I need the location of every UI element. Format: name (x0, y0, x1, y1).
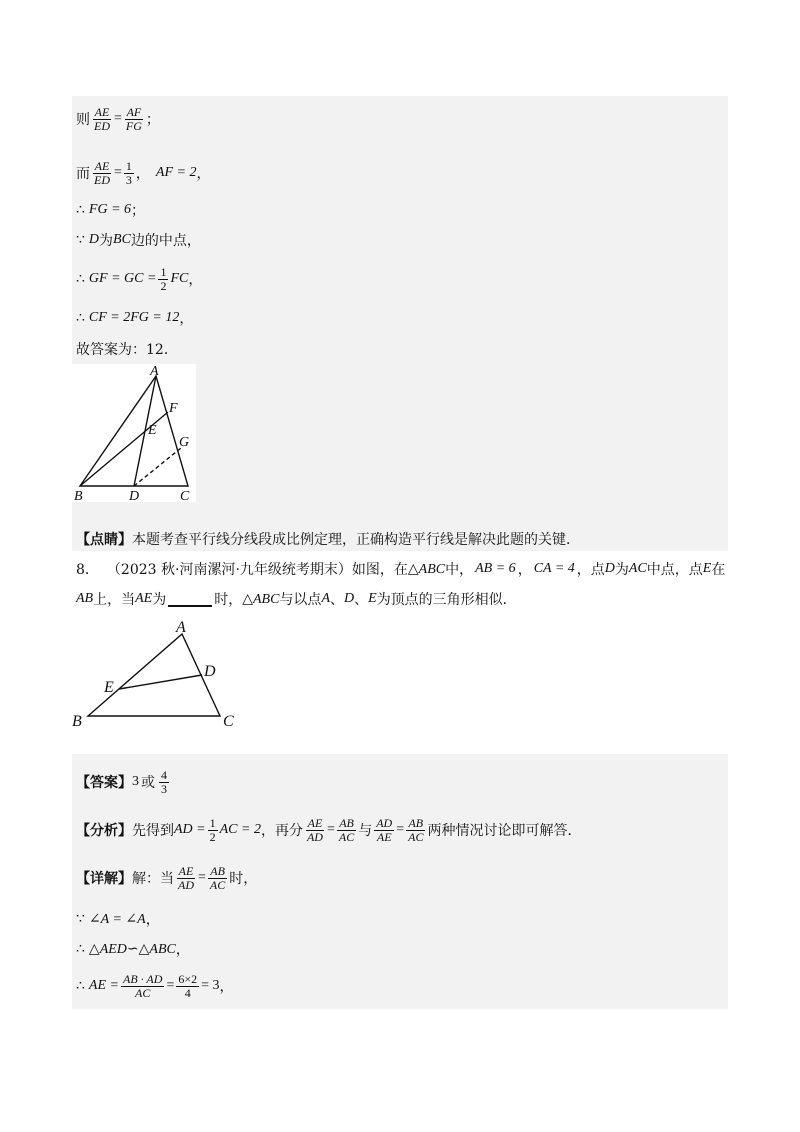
label-c: C (223, 713, 234, 730)
denominator: AC (338, 829, 355, 844)
comment-tag: 【点睛】 (76, 532, 132, 548)
label-b: B (74, 489, 83, 502)
punct: 、 (330, 592, 344, 608)
punct: ； (145, 112, 160, 128)
numerator: AE (94, 158, 110, 173)
text: 则 (76, 112, 90, 128)
equals: = (326, 822, 335, 837)
formula: AE = (88, 978, 119, 993)
text: 时， (229, 871, 258, 887)
punct: ， (219, 979, 234, 995)
numerator: 4 (161, 767, 167, 782)
fraction (124, 160, 134, 187)
text: 或 (141, 775, 155, 791)
line-answer (76, 336, 178, 362)
fraction (337, 817, 356, 844)
line-fg (76, 197, 145, 223)
segment-label: AB (76, 591, 94, 606)
point-label: E (368, 591, 377, 606)
comment-text: 本题考查平行线分线段成比例定理，正确构造平行线是解决此题的关键． (132, 532, 580, 548)
fraction (374, 817, 394, 844)
label-b: B (72, 713, 82, 730)
line-analysis (76, 814, 581, 846)
numerator: 6×2 (178, 971, 198, 986)
fraction (124, 106, 144, 133)
denominator: AD (306, 829, 323, 844)
numerator: AE (307, 815, 323, 830)
numerator: AB (408, 815, 424, 830)
denominator: AC (408, 829, 424, 844)
label-d: D (129, 489, 140, 502)
numerator: 1 (125, 158, 132, 173)
point-label: D (88, 232, 100, 247)
denominator: 3 (161, 781, 167, 796)
denominator: 4 (184, 985, 191, 1000)
therefore-symbol: ∴ (76, 978, 85, 994)
line-comment (76, 526, 580, 552)
denominator: ED (94, 118, 110, 133)
formula: = 3 (201, 978, 220, 993)
answer-tag: 【答案】 (76, 775, 132, 791)
q8-line-2 (76, 586, 517, 612)
formula: GF = GC = (88, 271, 157, 286)
label-a: A (150, 364, 159, 379)
numerator: AE (178, 863, 194, 878)
denominator: AE (376, 829, 392, 844)
line-angle (76, 906, 160, 932)
question-text: 时， (214, 592, 243, 608)
denominator: AC (209, 877, 226, 892)
text: 边的中点， (130, 233, 201, 249)
denominator: 2 (160, 278, 167, 293)
equals: = (198, 870, 206, 885)
formula: AB = 6 (475, 561, 516, 576)
line-detail (76, 862, 257, 894)
line-given (76, 160, 210, 186)
numerator: AB · AD (122, 971, 163, 986)
point-label: D (344, 591, 355, 606)
segment-label: BC (113, 232, 131, 247)
line-answer-8 (76, 766, 171, 798)
denominator: 3 (125, 172, 132, 187)
text: 先得到 (132, 823, 174, 839)
denominator: FG (125, 118, 142, 133)
segment-label: AE (135, 591, 153, 606)
numerator: AB (339, 815, 354, 830)
label-g: G (179, 435, 190, 450)
triangle-figure-1 (72, 364, 196, 502)
fraction (208, 817, 218, 844)
line-gf (76, 266, 202, 292)
detail-tag: 【详解】 (76, 871, 132, 887)
formula: △AED∽△ABC (88, 941, 176, 957)
fraction (92, 106, 112, 133)
formula: FC (170, 271, 189, 286)
text: 而 (76, 166, 90, 182)
punct: ， (135, 166, 150, 182)
question-number: 8． (76, 562, 99, 578)
answer-text: 故答案为：12． (76, 342, 178, 358)
line-similar (76, 936, 190, 962)
question-text: ，点 (576, 562, 605, 578)
fraction (158, 266, 168, 293)
numerator: AB (210, 863, 225, 878)
formula: AF = 2 (155, 165, 197, 180)
punct: ， (517, 562, 532, 578)
question-text: 为 (152, 592, 167, 608)
segment-label: AC (628, 561, 647, 576)
fraction (92, 160, 112, 187)
line-ratio (76, 106, 160, 132)
numerator: AE (94, 104, 110, 119)
question-text: 在 (711, 562, 726, 578)
label-e: E (104, 679, 114, 696)
fraction (406, 817, 425, 844)
text: 与 (358, 823, 373, 839)
question-text: （2023 秋·河南漯河·九年级统考期末）如图，在 (106, 562, 408, 578)
therefore-symbol: ∴ (76, 202, 85, 218)
denominator: ED (94, 172, 110, 187)
numerator: 1 (209, 815, 216, 830)
denominator: 2 (209, 829, 216, 844)
formula: △ABC (407, 561, 446, 577)
question-text: 中点，点 (646, 562, 703, 578)
therefore-symbol: ∴ (76, 941, 85, 957)
because-symbol: ∵ (76, 911, 85, 927)
therefore-symbol: ∴ (76, 310, 85, 326)
denominator: AC (135, 985, 151, 1000)
question-text: 为 (614, 562, 629, 578)
line-ae-result (76, 970, 234, 1002)
formula: ∠A = ∠A (88, 911, 146, 927)
equals: = (166, 978, 175, 993)
q8-line-1 (76, 556, 725, 582)
label-a: A (176, 619, 186, 636)
fraction (121, 973, 164, 1000)
question-text: 上，当 (93, 592, 136, 608)
fraction (159, 769, 169, 796)
answer-value: 3 (132, 774, 139, 789)
equals: = (396, 822, 405, 837)
label-d: D (204, 663, 216, 680)
equals: = (114, 111, 122, 126)
punct: ； (131, 203, 146, 219)
denominator: AD (178, 877, 194, 892)
line-cf (76, 305, 193, 331)
analysis-tag: 【分析】 (76, 823, 132, 839)
numerator: AD (376, 815, 393, 830)
fraction (305, 817, 325, 844)
text: 解：当 (132, 871, 174, 887)
point-label: D (604, 561, 615, 576)
fraction (176, 865, 196, 892)
line-midpoint (76, 227, 201, 253)
formula: CF = 2FG = 12 (88, 310, 180, 325)
point-label: A (321, 591, 330, 606)
formula: CA = 4 (533, 561, 575, 576)
formula: AD = (174, 822, 206, 837)
label-c: C (180, 489, 190, 502)
answer-blank[interactable] (168, 591, 212, 607)
triangle-figure-2 (68, 614, 248, 732)
fraction (176, 973, 199, 1000)
segment-ed (119, 675, 202, 689)
question-text: 为顶点的三角形相似． (376, 592, 517, 608)
punct: ， (175, 942, 190, 958)
numerator: 1 (160, 264, 167, 279)
formula: FG = 6 (88, 202, 132, 217)
equals: = (114, 165, 122, 180)
text: 为 (99, 233, 114, 249)
text: ，再分 (260, 823, 303, 839)
numerator: AF (126, 104, 142, 119)
therefore-symbol: ∴ (76, 271, 85, 287)
punct: ， (196, 166, 211, 182)
question-text: 中， (445, 562, 474, 578)
formula: △ABC (242, 591, 280, 607)
because-symbol: ∵ (76, 232, 85, 248)
triangle-abc (80, 376, 188, 486)
punct: ， (179, 311, 194, 327)
label-f: F (169, 401, 178, 416)
punct: ， (145, 912, 160, 928)
formula: AC = 2 (219, 822, 261, 837)
text: 两种情况讨论即可解答． (427, 823, 582, 839)
point-label: E (702, 561, 712, 576)
fraction (208, 865, 227, 892)
label-e: E (148, 423, 157, 438)
punct: ， (188, 272, 203, 288)
question-text: 与以点 (279, 592, 322, 608)
punct: 、 (354, 592, 369, 608)
